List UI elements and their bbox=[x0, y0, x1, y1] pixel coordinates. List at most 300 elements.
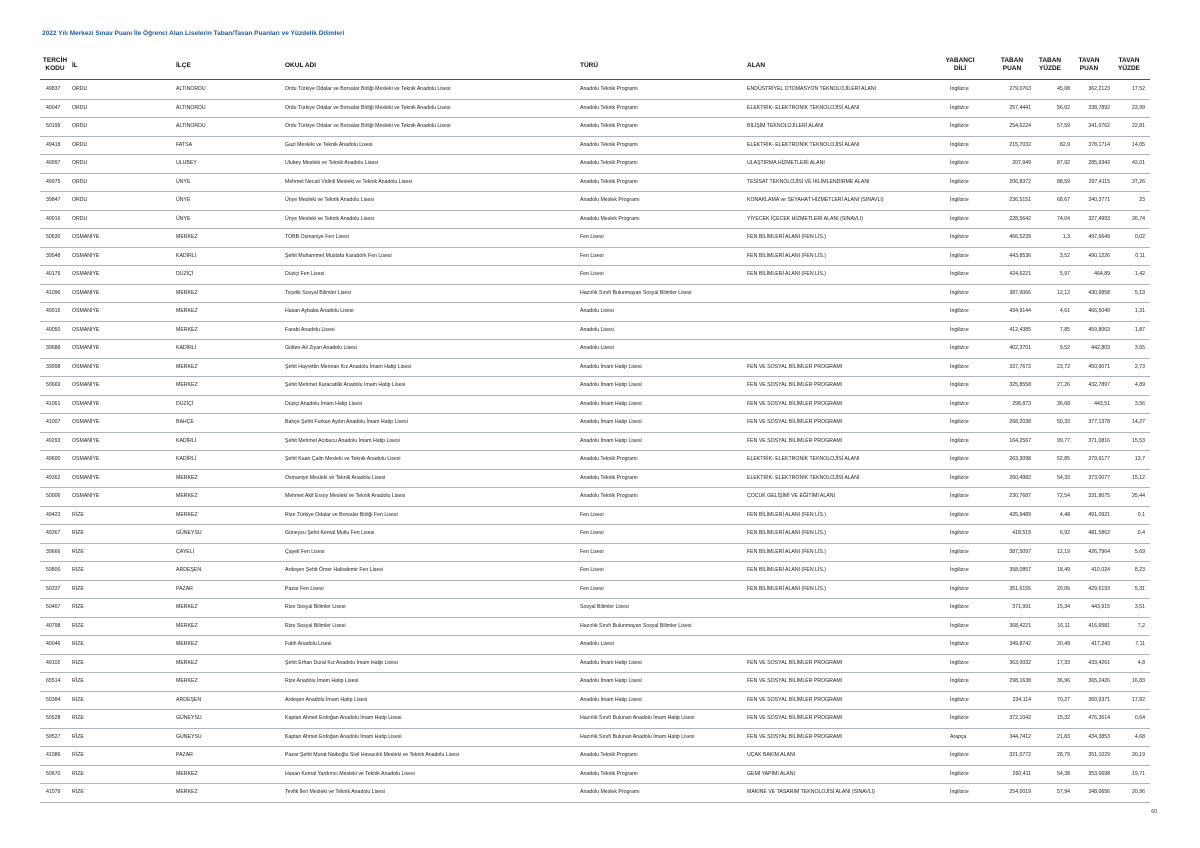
cell-ilce: KADİRLİ bbox=[176, 437, 197, 444]
cell-taban-puan: 268,2038 bbox=[1009, 419, 1031, 425]
cell-taban-puan: 363,0032 bbox=[1009, 659, 1031, 666]
cell-il: RİZE bbox=[72, 567, 84, 573]
cell-taban-puan: 358,0857 bbox=[1009, 567, 1031, 573]
cell-taban-yuzde: 23,72 bbox=[1057, 363, 1070, 370]
cell-il: OSMANİYE bbox=[72, 289, 100, 296]
cell-alan: FEN VE SOSYAL BİLİMLER PROGRAMI bbox=[747, 382, 843, 388]
cell-taban-puan: 236,5151 bbox=[1009, 197, 1031, 203]
cell-alan: ELEKTRİK- ELEKTRONİK TEKNOLOJİSİ ALANI bbox=[747, 104, 860, 111]
cell-turu: Sosyal Bilimler Lisesi bbox=[580, 604, 629, 610]
cell-taban-yuzde: 57,94 bbox=[1057, 789, 1070, 795]
cell-tavan-yuzde: 3,65 bbox=[1134, 345, 1145, 351]
cell-taban-yuzde: 70,27 bbox=[1057, 696, 1070, 703]
cell-yabanci-dili: İngilizce bbox=[950, 604, 969, 610]
cell-taban-puan: 434,9144 bbox=[1009, 308, 1031, 314]
table-row bbox=[40, 636, 1150, 655]
cell-tavan-yuzde: 0,02 bbox=[1134, 234, 1145, 240]
cell-okul-adi: Pazar Fen Lisesi bbox=[285, 585, 324, 592]
cell-tercih-kodu: 41007 bbox=[46, 419, 61, 425]
table-row bbox=[40, 340, 1150, 359]
cell-tercih-kodu: 40798 bbox=[46, 622, 61, 629]
cell-yabanci-dili: İngilizce bbox=[950, 456, 969, 462]
cell-ilce: ÜNYE bbox=[176, 215, 191, 222]
cell-il: ORDU bbox=[72, 141, 88, 148]
cell-ilce: MERKEZ bbox=[176, 622, 198, 629]
table-row bbox=[40, 618, 1150, 637]
cell-tavan-yuzde: 14,27 bbox=[1132, 419, 1145, 425]
cell-taban-yuzde: 3,52 bbox=[1059, 252, 1070, 259]
cell-tercih-kodu: 50528 bbox=[46, 715, 61, 721]
cell-turu: Anadolu İmam Hatip Lisesi bbox=[580, 437, 642, 444]
cell-taban-puan: 371,991 bbox=[1012, 604, 1031, 610]
cell-taban-yuzde: 88,59 bbox=[1057, 178, 1070, 185]
cell-okul-adi: Ordu Türkiye Odalar ve Borsalar Birliği Mesleki ve Teknik Anadolu Lisesi bbox=[285, 123, 451, 129]
cell-tavan-puan: 327,4993 bbox=[1088, 215, 1110, 222]
cell-ilce: ARDEŞEN bbox=[176, 567, 202, 573]
cell-il: OSMANİYE bbox=[72, 363, 100, 370]
table-row bbox=[40, 137, 1150, 156]
cell-yabanci-dili: İngilizce bbox=[950, 160, 969, 166]
cell-turu: Hazırlık Sınıfı Bulunan Anadolu İmam Hatip Lisesi bbox=[580, 715, 695, 721]
cell-taban-yuzde: 17,33 bbox=[1057, 659, 1070, 666]
cell-tavan-puan: 338,7892 bbox=[1088, 104, 1110, 111]
table-row bbox=[40, 599, 1150, 618]
cell-yabanci-dili: İngilizce bbox=[950, 123, 969, 129]
cell-tavan-puan: 362,2123 bbox=[1088, 86, 1110, 92]
cell-taban-yuzde: 4,48 bbox=[1059, 511, 1070, 518]
cell-tercih-kodu: 49293 bbox=[46, 437, 61, 444]
cell-taban-yuzde: 20,49 bbox=[1057, 641, 1070, 647]
cell-ilce: KADİRLİ bbox=[176, 252, 197, 259]
cell-il: RİZE bbox=[72, 770, 84, 777]
cell-tavan-puan: 360,9371 bbox=[1088, 696, 1110, 703]
cell-ilce: MERKEZ bbox=[176, 678, 198, 684]
cell-tercih-kodu: 50384 bbox=[46, 696, 61, 703]
table-row bbox=[40, 433, 1150, 452]
cell-tavan-puan: 340,3771 bbox=[1088, 197, 1110, 203]
cell-ilce: MERKEZ bbox=[176, 770, 198, 777]
cell-ilce: MERKEZ bbox=[176, 641, 198, 647]
cell-turu: Anadolu İmam Hatip Lisesi bbox=[580, 363, 642, 370]
cell-taban-puan: 215,7032 bbox=[1009, 141, 1031, 148]
cell-tavan-yuzde: 3,56 bbox=[1134, 400, 1145, 407]
cell-tavan-puan: 476,3614 bbox=[1088, 715, 1110, 721]
cell-yabanci-dili: İngilizce bbox=[950, 530, 969, 536]
cell-turu: Hazırlık Sınıfı Bulunan Anadolu İmam Hatip Lisesi bbox=[580, 733, 695, 740]
cell-ilce: MERKEZ bbox=[176, 789, 198, 795]
document-title: 2022 Yılı Merkezi Sınav Puanı İle Öğrenci Alan Liselerin Taban/Tavan Puanları ve Yüzdelik Dilimleri bbox=[42, 30, 345, 37]
cell-tavan-puan: 442,803 bbox=[1091, 345, 1110, 351]
cell-tavan-yuzde: 14,05 bbox=[1132, 141, 1145, 148]
table-row bbox=[40, 359, 1150, 378]
cell-okul-adi: Ünye Mesleki ve Teknik Anadolu Lisesi bbox=[285, 197, 375, 203]
cell-yabanci-dili: İngilizce bbox=[950, 419, 969, 425]
cell-tercih-kodu: 39688 bbox=[46, 345, 61, 351]
cell-taban-yuzde: 68,67 bbox=[1057, 197, 1070, 203]
cell-il: ORDU bbox=[72, 197, 88, 203]
table-row bbox=[40, 192, 1150, 211]
cell-turu: Fen Lisesi bbox=[580, 271, 604, 277]
cell-tavan-puan: 426,7964 bbox=[1088, 548, 1110, 555]
cell-il: RİZE bbox=[72, 715, 84, 721]
cell-tavan-yuzde: 0,4 bbox=[1137, 530, 1145, 536]
cell-taban-yuzde: 36,96 bbox=[1057, 678, 1070, 684]
cell-tercih-kodu: 50800 bbox=[46, 567, 61, 573]
cell-taban-yuzde: 12,19 bbox=[1057, 548, 1070, 555]
cell-il: ORDU bbox=[72, 86, 88, 92]
cell-okul-adi: Mehmet Akif Ersoy Mesleki ve Teknik Anadolu Lisesi bbox=[285, 493, 406, 499]
cell-taban-yuzde: 36,68 bbox=[1057, 400, 1070, 407]
cell-turu: Anadolu İmam Hatip Lisesi bbox=[580, 678, 642, 684]
cell-alan: ELEKTRİK- ELEKTRONİK TEKNOLOJİSİ ALANI bbox=[747, 456, 860, 462]
cell-taban-yuzde: 21,83 bbox=[1057, 733, 1070, 740]
cell-il: OSMANİYE bbox=[72, 437, 100, 444]
cell-turu: Anadolu Meslek Programı bbox=[580, 197, 640, 203]
cell-il: OSMANİYE bbox=[72, 234, 100, 240]
cell-taban-yuzde: 50,33 bbox=[1057, 419, 1070, 425]
cell-il: ORDU bbox=[72, 215, 88, 222]
cell-turu: Anadolu İmam Hatip Lisesi bbox=[580, 419, 642, 425]
cell-turu: Fen Lisesi bbox=[580, 234, 604, 240]
cell-taban-yuzde: 6,92 bbox=[1059, 530, 1070, 536]
cell-tercih-kodu: 41096 bbox=[46, 289, 61, 296]
cell-tavan-puan: 464,89 bbox=[1094, 271, 1110, 277]
cell-taban-puan: 435,9489 bbox=[1009, 511, 1031, 518]
cell-tavan-yuzde: 16,83 bbox=[1132, 678, 1145, 684]
cell-tercih-kodu: 50527 bbox=[46, 733, 61, 740]
cell-tercih-kodu: 40102 bbox=[46, 659, 61, 666]
table-row bbox=[40, 211, 1150, 230]
cell-il: OSMANİYE bbox=[72, 326, 100, 333]
cell-okul-adi: Şehit Mehmet Acıbucu Anadolu İmam Hatip Lisesi bbox=[285, 437, 400, 444]
cell-yabanci-dili: İngilizce bbox=[950, 641, 969, 647]
cell-yabanci-dili: İngilizce bbox=[950, 271, 969, 277]
cell-taban-yuzde: 15,34 bbox=[1057, 604, 1070, 610]
cell-turu: Anadolu Teknik Programı bbox=[580, 104, 638, 111]
cell-tavan-yuzde: 3,51 bbox=[1134, 604, 1145, 610]
cell-tavan-yuzde: 0,11 bbox=[1135, 252, 1145, 259]
cell-turu: Anadolu Meslek Programı bbox=[580, 789, 640, 795]
cell-tavan-puan: 365,2426 bbox=[1088, 678, 1110, 684]
cell-ilce: MERKEZ bbox=[176, 234, 198, 240]
header-ilce: İLÇE bbox=[176, 62, 191, 69]
cell-okul-adi: Rize Sosyal Bilimler Lisesi bbox=[285, 622, 346, 629]
cell-yabanci-dili: İngilizce bbox=[950, 752, 969, 758]
cell-turu: Anadolu Meslek Programı bbox=[580, 215, 640, 222]
cell-il: RİZE bbox=[72, 733, 84, 740]
cell-taban-yuzde: 18,49 bbox=[1057, 567, 1070, 573]
cell-tavan-yuzde: 4,8 bbox=[1137, 659, 1145, 666]
cell-taban-puan: 368,4221 bbox=[1009, 622, 1031, 629]
cell-taban-yuzde: 54,38 bbox=[1057, 770, 1070, 777]
table-row bbox=[40, 562, 1150, 581]
cell-turu: Hazırlık Sınıfı Bulunmayan Sosyal Bilimler Lisesi bbox=[580, 289, 692, 296]
cell-okul-adi: Düziçi Fen Lisesi bbox=[285, 271, 325, 277]
cell-ilce: MERKEZ bbox=[176, 326, 198, 333]
cell-ilce: PAZAR bbox=[176, 752, 193, 758]
cell-ilce: MERKEZ bbox=[176, 474, 198, 481]
cell-taban-puan: 344,7412 bbox=[1009, 733, 1031, 740]
cell-taban-puan: 418,519 bbox=[1012, 530, 1031, 536]
cell-taban-puan: 263,3098 bbox=[1009, 456, 1031, 462]
header-taban-yuzde: TABAN YÜZDE bbox=[1038, 57, 1062, 73]
header-tercih-kodu: TERCİH KODU bbox=[42, 57, 68, 73]
cell-alan: FEN BİLİMLERİ ALANI (FEN LİS.) bbox=[747, 548, 826, 555]
cell-taban-puan: 298,1638 bbox=[1009, 678, 1031, 684]
cell-tavan-puan: 285,9343 bbox=[1088, 160, 1110, 166]
cell-yabanci-dili: İngilizce bbox=[950, 363, 969, 370]
cell-turu: Anadolu Teknik Programı bbox=[580, 752, 638, 758]
cell-taban-puan: 387,5097 bbox=[1009, 548, 1031, 555]
cell-okul-adi: Şehit Hayrettin Mennan Kız Anadolu İmam Hatip Lisesi bbox=[285, 363, 412, 370]
cell-ilce: MERKEZ bbox=[176, 659, 198, 666]
cell-tavan-puan: 491,0921 bbox=[1088, 511, 1110, 518]
cell-tavan-yuzde: 1,42 bbox=[1134, 271, 1145, 277]
cell-taban-yuzde: 57,59 bbox=[1057, 123, 1070, 129]
cell-ilce: DÜZİÇİ bbox=[176, 271, 194, 277]
cell-turu: Anadolu Lisesi bbox=[580, 308, 614, 314]
table-row bbox=[40, 692, 1150, 711]
cell-tercih-kodu: 49423 bbox=[46, 511, 61, 518]
table-row bbox=[40, 303, 1150, 322]
cell-tercih-kodu: 40046 bbox=[46, 641, 61, 647]
cell-alan: ÇOCUK GELİŞİMİ VE EĞİTİMİ ALANI bbox=[747, 493, 835, 499]
cell-tavan-puan: 373,0077 bbox=[1088, 474, 1110, 481]
cell-il: RİZE bbox=[72, 641, 84, 647]
table-row bbox=[40, 655, 1150, 674]
cell-alan: FEN BİLİMLERİ ALANI (FEN LİS.) bbox=[747, 252, 826, 259]
cell-okul-adi: TOBB Osmaniye Fen Lisesi bbox=[285, 234, 349, 240]
cell-tavan-puan: 432,7897 bbox=[1088, 382, 1110, 388]
cell-yabanci-dili: İngilizce bbox=[950, 382, 969, 388]
cell-tavan-yuzde: 2,73 bbox=[1134, 363, 1145, 370]
cell-tavan-yuzde: 20,96 bbox=[1132, 789, 1145, 795]
cell-tercih-kodu: 40050 bbox=[46, 326, 61, 333]
cell-tercih-kodu: 50670 bbox=[46, 770, 61, 777]
cell-yabanci-dili: Arapça bbox=[950, 733, 967, 740]
table-row bbox=[40, 488, 1150, 507]
cell-alan: FEN VE SOSYAL BİLİMLER PROGRAMI bbox=[747, 437, 843, 444]
cell-taban-yuzde: 45,08 bbox=[1057, 86, 1070, 92]
cell-ilce: ÜNYE bbox=[176, 197, 191, 203]
table-row bbox=[40, 710, 1150, 729]
cell-ilce: ALTINORDU bbox=[176, 123, 206, 129]
cell-yabanci-dili: İngilizce bbox=[950, 86, 969, 92]
cell-turu: Anadolu İmam Hatip Lisesi bbox=[580, 696, 642, 703]
cell-turu: Anadolu Lisesi bbox=[580, 345, 614, 351]
cell-il: RİZE bbox=[72, 622, 84, 629]
cell-taban-puan: 412,4385 bbox=[1009, 326, 1031, 333]
cell-il: RİZE bbox=[72, 585, 84, 592]
cell-okul-adi: Tevfik İleri Mesleki ve Teknik Anadolu Lisesi bbox=[285, 789, 385, 795]
cell-alan: FEN VE SOSYAL BİLİMLER PROGRAMI bbox=[747, 696, 843, 703]
header-divider bbox=[40, 79, 1150, 80]
cell-taban-puan: 387,9066 bbox=[1009, 289, 1031, 296]
cell-okul-adi: Rize Sosyal Bilimler Lisesi bbox=[285, 604, 346, 610]
cell-tavan-puan: 377,1378 bbox=[1088, 419, 1110, 425]
cell-tavan-yuzde: 5,31 bbox=[1134, 585, 1145, 592]
cell-taban-puan: 337,7672 bbox=[1009, 363, 1031, 370]
cell-tavan-puan: 481,5862 bbox=[1088, 530, 1110, 536]
cell-taban-yuzde: 56,02 bbox=[1057, 104, 1070, 111]
header-il: İL bbox=[72, 62, 78, 69]
cell-yabanci-dili: İngilizce bbox=[950, 715, 969, 721]
header-tavan-yuzde: TAVAN YÜZDE bbox=[1117, 57, 1141, 73]
cell-okul-adi: Düziçi Anadolu İmam Hatip Lisesi bbox=[285, 400, 362, 407]
cell-turu: Anadolu Teknik Programı bbox=[580, 160, 638, 166]
cell-okul-adi: Hasan Aybaba Anadolu Lisesi bbox=[285, 308, 354, 314]
cell-tavan-puan: 434,3853 bbox=[1088, 733, 1110, 740]
cell-ilce: MERKEZ bbox=[176, 363, 198, 370]
cell-tavan-puan: 348,0656 bbox=[1088, 789, 1110, 795]
cell-okul-adi: Çayeli Fen Lisesi bbox=[285, 548, 325, 555]
cell-yabanci-dili: İngilizce bbox=[950, 234, 969, 240]
cell-okul-adi: Güneysu Şehit Kemal Mutlu Fen Lisesi bbox=[285, 530, 375, 536]
table-row bbox=[40, 118, 1150, 137]
cell-tavan-yuzde: 17,52 bbox=[1132, 86, 1145, 92]
cell-tavan-yuzde: 4,89 bbox=[1134, 382, 1145, 388]
cell-alan: FEN BİLİMLERİ ALANI (FEN LİS.) bbox=[747, 530, 826, 536]
table-row bbox=[40, 766, 1150, 785]
cell-yabanci-dili: İngilizce bbox=[950, 696, 969, 703]
cell-ilce: ARDEŞEN bbox=[176, 696, 202, 703]
cell-tavan-puan: 331,8075 bbox=[1088, 493, 1110, 499]
cell-tercih-kodu: 40997 bbox=[46, 160, 61, 166]
cell-taban-puan: 257,4441 bbox=[1009, 104, 1031, 111]
cell-il: RİZE bbox=[72, 604, 84, 610]
cell-ilce: MERKEZ bbox=[176, 511, 198, 518]
cell-tercih-kodu: 50669 bbox=[46, 382, 61, 388]
cell-turu: Anadolu Lisesi bbox=[580, 641, 614, 647]
cell-tavan-puan: 433,4261 bbox=[1088, 659, 1110, 666]
cell-alan: FEN BİLİMLERİ ALANI (FEN LİS.) bbox=[747, 585, 826, 592]
cell-yabanci-dili: İngilizce bbox=[950, 659, 969, 666]
cell-taban-yuzde: 99,77 bbox=[1057, 437, 1070, 444]
cell-tavan-puan: 353,0698 bbox=[1088, 770, 1110, 777]
cell-tavan-yuzde: 4,68 bbox=[1134, 733, 1145, 740]
cell-il: OSMANİYE bbox=[72, 308, 100, 314]
cell-tavan-puan: 371,0816 bbox=[1088, 437, 1110, 444]
cell-ilce: MERKEZ bbox=[176, 493, 198, 499]
table-row bbox=[40, 581, 1150, 600]
cell-tavan-yuzde: 1,31 bbox=[1134, 308, 1145, 314]
cell-alan: FEN VE SOSYAL BİLİMLER PROGRAMI bbox=[747, 715, 843, 721]
cell-tavan-puan: 416,6581 bbox=[1088, 622, 1110, 629]
cell-taban-puan: 254,6224 bbox=[1009, 123, 1031, 129]
cell-tavan-yuzde: 0,64 bbox=[1134, 715, 1145, 721]
table-row bbox=[40, 451, 1150, 470]
cell-taban-puan: 372,1042 bbox=[1009, 715, 1031, 721]
cell-taban-yuzde: 4,61 bbox=[1059, 308, 1070, 314]
cell-okul-adi: Rize Türkiye Odalar ve Borsalar Birliği Fen Lisesi bbox=[285, 511, 398, 518]
cell-tavan-yuzde: 15,53 bbox=[1132, 437, 1145, 444]
table-row bbox=[40, 174, 1150, 193]
cell-tavan-puan: 443,915 bbox=[1091, 604, 1110, 610]
cell-okul-adi: Şehit Muhammet Mustafa Karabörk Fen Lisesi bbox=[285, 252, 392, 259]
cell-il: OSMANİYE bbox=[72, 456, 100, 462]
cell-tavan-yuzde: 1,87 bbox=[1134, 326, 1145, 333]
cell-il: ORDU bbox=[72, 123, 88, 129]
table-row bbox=[40, 414, 1150, 433]
table-row bbox=[40, 377, 1150, 396]
cell-alan: FEN BİLİMLERİ ALANI (FEN LİS.) bbox=[747, 511, 826, 518]
cell-tavan-yuzde: 5,13 bbox=[1134, 289, 1145, 296]
table-row bbox=[40, 784, 1150, 803]
cell-taban-yuzde: 52,85 bbox=[1057, 456, 1070, 462]
cell-il: OSMANİYE bbox=[72, 252, 100, 259]
cell-yabanci-dili: İngilizce bbox=[950, 548, 969, 555]
cell-tavan-yuzde: 22,81 bbox=[1132, 123, 1145, 129]
cell-yabanci-dili: İngilizce bbox=[950, 493, 969, 499]
cell-il: RİZE bbox=[72, 696, 84, 703]
cell-tavan-puan: 417,243 bbox=[1091, 641, 1110, 647]
cell-taban-puan: 349,8742 bbox=[1009, 641, 1031, 647]
cell-turu: Fen Lisesi bbox=[580, 252, 604, 259]
cell-yabanci-dili: İngilizce bbox=[950, 678, 969, 684]
cell-tercih-kodu: 50337 bbox=[46, 585, 61, 592]
cell-okul-adi: Pazar Şehit Murat Naiboğlu Sivil Havacılık Mesleki ve Teknik Anadolu Lisesi bbox=[285, 752, 460, 758]
cell-il: RİZE bbox=[72, 678, 84, 684]
table-row bbox=[40, 248, 1150, 267]
cell-tercih-kodu: 39998 bbox=[46, 363, 61, 370]
cell-turu: Fen Lisesi bbox=[580, 511, 604, 518]
cell-yabanci-dili: İngilizce bbox=[950, 289, 969, 296]
cell-alan: UÇAK BAKIM ALANI bbox=[747, 752, 796, 758]
header-tavan-puan: TAVAN PUAN bbox=[1078, 57, 1100, 73]
cell-taban-puan: 207,949 bbox=[1012, 160, 1031, 166]
table-row bbox=[40, 729, 1150, 748]
cell-tercih-kodu: 40176 bbox=[46, 271, 61, 277]
cell-alan: FEN VE SOSYAL BİLİMLER PROGRAMI bbox=[747, 659, 843, 666]
cell-alan: FEN VE SOSYAL BİLİMLER PROGRAMI bbox=[747, 400, 843, 407]
cell-tavan-puan: 341,0762 bbox=[1088, 123, 1110, 129]
cell-taban-puan: 298,873 bbox=[1012, 400, 1031, 407]
cell-yabanci-dili: İngilizce bbox=[950, 141, 969, 148]
cell-il: OSMANİYE bbox=[72, 419, 100, 425]
cell-okul-adi: Ordu Türkiye Odalar ve Borsalar Birliği Mesleki ve Teknik Anadolu Lisesi bbox=[285, 86, 451, 92]
cell-tercih-kodu: 49418 bbox=[46, 141, 61, 148]
cell-ilce: GÜNEYSU bbox=[176, 715, 202, 721]
cell-tercih-kodu: 49600 bbox=[46, 456, 61, 462]
cell-tercih-kodu: 49837 bbox=[46, 86, 61, 92]
cell-tavan-yuzde: 25,44 bbox=[1132, 493, 1145, 499]
cell-tavan-yuzde: 42,01 bbox=[1132, 160, 1145, 166]
cell-taban-yuzde: 5,97 bbox=[1059, 271, 1070, 277]
cell-tercih-kodu: 39548 bbox=[46, 252, 61, 259]
cell-okul-adi: Ardeşen Şehit Ömer Halisdemir Fen Lisesi bbox=[285, 567, 384, 573]
cell-taban-yuzde: 9,52 bbox=[1059, 345, 1070, 351]
cell-turu: Fen Lisesi bbox=[580, 548, 604, 555]
cell-okul-adi: Hasan Kemal Yardımcı Mesleki ve Teknik Anadolu Lisesi bbox=[285, 770, 415, 777]
table-row bbox=[40, 544, 1150, 563]
cell-okul-adi: Bahçe Şehit Furkan Aydın Anadolu İmam Hatip Lisesi bbox=[285, 419, 408, 425]
cell-taban-puan: 260,4982 bbox=[1009, 474, 1031, 481]
cell-tercih-kodu: 50006 bbox=[46, 493, 61, 499]
cell-ilce: GÜNEYSU bbox=[176, 733, 202, 740]
cell-okul-adi: Farabi Anadolu Lisesi bbox=[285, 326, 335, 333]
cell-tercih-kodu: 40047 bbox=[46, 104, 61, 111]
cell-tercih-kodu: 41086 bbox=[46, 752, 61, 758]
cell-taban-yuzde: 72,54 bbox=[1057, 493, 1070, 499]
cell-yabanci-dili: İngilizce bbox=[950, 252, 969, 259]
cell-taban-puan: 443,8536 bbox=[1009, 252, 1031, 259]
cell-tercih-kodu: 50630 bbox=[46, 234, 61, 240]
cell-tavan-yuzde: 13,7 bbox=[1134, 456, 1145, 462]
cell-il: ORDU bbox=[72, 160, 88, 166]
cell-taban-yuzde: 74,04 bbox=[1057, 215, 1070, 222]
cell-il: OSMANİYE bbox=[72, 493, 100, 499]
cell-taban-puan: 402,3701 bbox=[1009, 345, 1031, 351]
